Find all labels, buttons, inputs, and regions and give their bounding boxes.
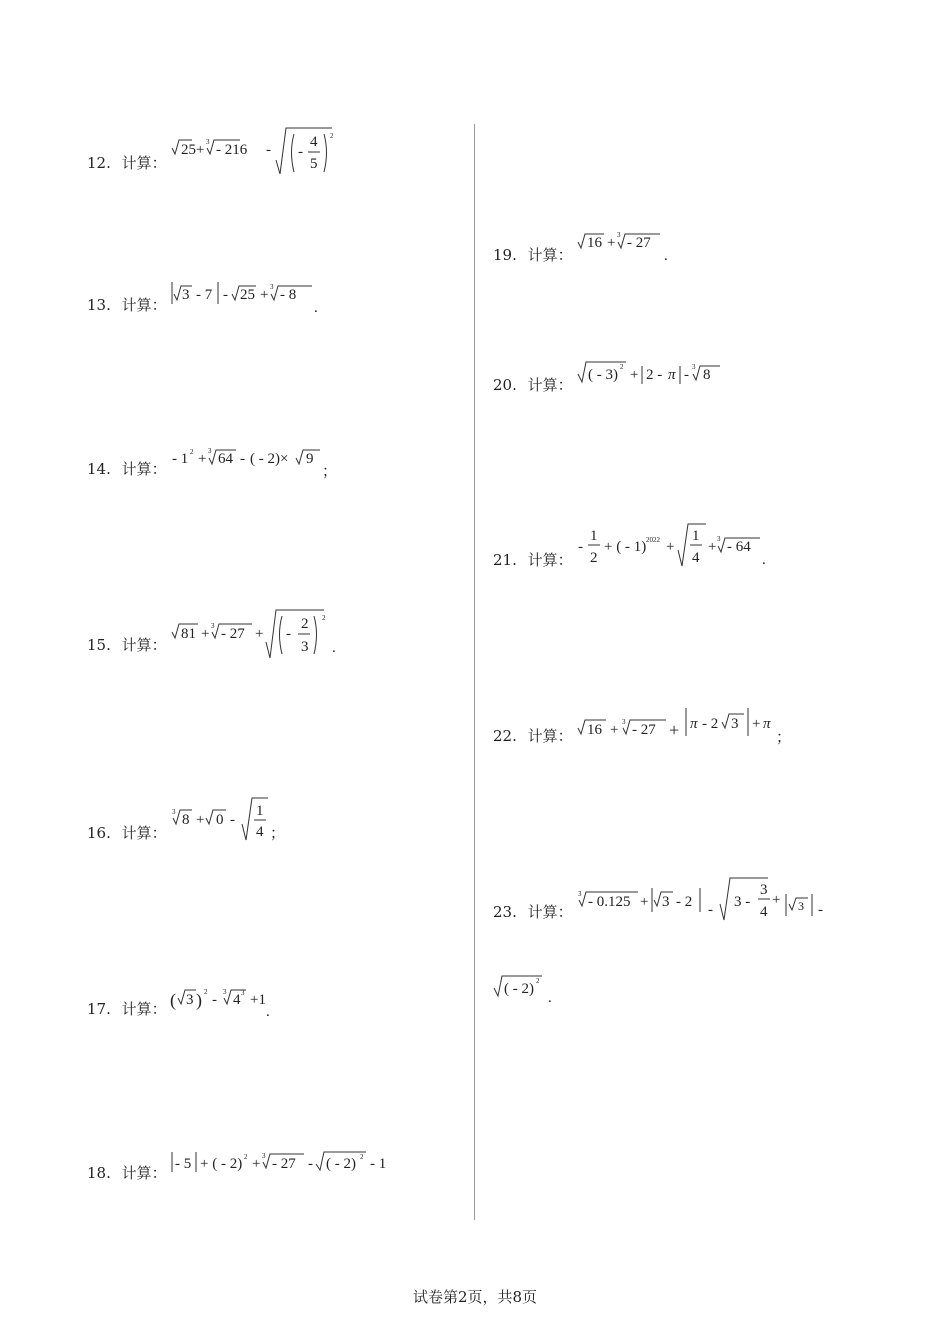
- page-footer: 试卷第2页，共8页: [412, 1288, 538, 1306]
- svg-text:): ): [196, 990, 202, 1010]
- svg-text:0: 0: [216, 812, 224, 828]
- column-divider: [474, 124, 475, 1220]
- svg-text:- 5: - 5: [175, 1156, 192, 1172]
- svg-text:2: 2: [301, 616, 309, 632]
- question-number: 23.: [493, 902, 517, 921]
- svg-text:1: 1: [256, 803, 264, 819]
- question-23: [493, 901, 573, 922]
- svg-text:+ ( - 2): + ( - 2): [200, 1156, 243, 1172]
- question-number: 18.: [87, 1163, 111, 1182]
- math-expression-19: [576, 226, 686, 266]
- svg-text:3: 3: [731, 716, 739, 732]
- svg-text:- 2: - 2: [676, 894, 693, 910]
- svg-text:.: .: [664, 248, 668, 264]
- svg-text:2 -: 2 -: [646, 367, 663, 383]
- svg-text:3: 3: [617, 231, 621, 239]
- svg-text:.: .: [762, 552, 766, 568]
- svg-text:2022: 2022: [646, 536, 660, 544]
- question-13: [87, 294, 167, 315]
- svg-text:( - 3): ( - 3): [588, 367, 618, 383]
- svg-text:+: +: [201, 626, 210, 642]
- svg-text:2: 2: [204, 988, 208, 996]
- svg-text:8: 8: [182, 812, 190, 828]
- svg-text:-: -: [308, 1156, 313, 1172]
- math-expression-23: [576, 874, 836, 934]
- svg-text:；: ；: [776, 730, 792, 746]
- svg-text:+: +: [669, 720, 680, 740]
- svg-text:2: 2: [244, 1153, 248, 1161]
- svg-text:+: +: [630, 367, 639, 383]
- svg-text:3 -: 3 -: [734, 894, 751, 910]
- svg-text:+ ( - 1): + ( - 1): [604, 539, 647, 555]
- question-label: 计算：: [121, 154, 167, 172]
- svg-text:1: 1: [692, 528, 700, 544]
- svg-text:2: 2: [590, 550, 598, 566]
- svg-text:3: 3: [211, 622, 215, 630]
- svg-text:3: 3: [798, 899, 804, 913]
- question-label: 计算：: [527, 246, 573, 264]
- svg-text:+1: +1: [250, 992, 266, 1008]
- math-expression-15: [170, 604, 350, 664]
- svg-text:-: -: [230, 812, 235, 828]
- math-expression-20: [576, 358, 736, 398]
- question-number: 12.: [87, 153, 111, 172]
- math-expression-14: [170, 442, 340, 482]
- svg-text:5: 5: [310, 156, 318, 172]
- svg-text:- 8: - 8: [280, 287, 297, 303]
- svg-text:3: 3: [578, 890, 582, 898]
- svg-text:+: +: [260, 287, 269, 303]
- svg-text:4: 4: [310, 134, 318, 150]
- svg-text:.: .: [266, 1004, 270, 1020]
- svg-text:8: 8: [703, 367, 711, 383]
- svg-text:+: +: [196, 142, 205, 158]
- question-number: 19.: [493, 245, 517, 264]
- math-expression-23-continued: [492, 972, 572, 1008]
- svg-text:3: 3: [301, 639, 309, 655]
- question-20: [493, 374, 573, 395]
- svg-text:2: 2: [536, 977, 540, 985]
- svg-text:- 2: - 2: [702, 716, 719, 732]
- svg-text:+: +: [255, 626, 264, 642]
- svg-text:+: +: [610, 722, 619, 738]
- svg-text:81: 81: [181, 626, 196, 642]
- svg-text:- 27: - 27: [632, 722, 656, 738]
- svg-text:-: -: [286, 626, 291, 642]
- svg-text:4: 4: [692, 550, 700, 566]
- svg-text:2: 2: [360, 1153, 364, 1161]
- question-label: 计算：: [121, 1000, 167, 1018]
- math-expression-22: [576, 704, 796, 750]
- question-label: 计算：: [121, 824, 167, 842]
- question-number: 17.: [87, 999, 111, 1018]
- svg-text:+: +: [196, 812, 205, 828]
- svg-text:(: (: [170, 990, 176, 1010]
- question-15: [87, 634, 167, 655]
- svg-text:- 27: - 27: [221, 626, 245, 642]
- svg-text:9: 9: [306, 451, 314, 467]
- svg-text:16: 16: [587, 722, 602, 738]
- svg-text:-: -: [708, 902, 713, 918]
- svg-text:( - 2): ( - 2): [504, 981, 534, 997]
- svg-text:.: .: [332, 640, 336, 656]
- question-17: [87, 998, 167, 1019]
- svg-text:+: +: [198, 451, 207, 467]
- question-21: [493, 549, 573, 570]
- svg-text:- 1: - 1: [172, 451, 189, 467]
- svg-text:3: 3: [622, 718, 626, 726]
- question-number: 20.: [493, 375, 517, 394]
- svg-text:；: ；: [270, 826, 286, 842]
- question-number: 14.: [87, 459, 111, 478]
- svg-text:3: 3: [692, 363, 696, 371]
- svg-text:3: 3: [206, 138, 210, 146]
- question-label: 计算：: [121, 1164, 167, 1182]
- question-number: 13.: [87, 295, 111, 314]
- svg-text:2: 2: [620, 363, 624, 371]
- math-expression-12: [170, 124, 370, 184]
- svg-text:3: 3: [241, 989, 245, 997]
- question-12: [87, 152, 167, 173]
- svg-text:-: -: [818, 902, 823, 918]
- svg-text:；: ；: [322, 464, 338, 480]
- svg-text:25: 25: [181, 142, 196, 158]
- svg-text:3: 3: [270, 283, 274, 291]
- question-number: 22.: [493, 726, 517, 745]
- question-label: 计算：: [527, 903, 573, 921]
- svg-text:3: 3: [186, 992, 194, 1008]
- question-label: 计算：: [121, 636, 167, 654]
- svg-text:4: 4: [233, 992, 241, 1008]
- svg-text:-: -: [240, 451, 245, 467]
- svg-text:+: +: [666, 539, 675, 555]
- svg-text:+: +: [640, 894, 649, 910]
- svg-text:3: 3: [223, 988, 227, 996]
- svg-text:3: 3: [172, 808, 176, 816]
- svg-text:+: +: [708, 539, 717, 555]
- math-expression-21: [576, 520, 776, 580]
- svg-text:4: 4: [760, 904, 768, 920]
- question-16: [87, 822, 167, 843]
- svg-text:2: 2: [322, 614, 326, 622]
- question-number: 15.: [87, 635, 111, 654]
- question-18: [87, 1162, 167, 1183]
- math-expression-17: [170, 982, 300, 1022]
- svg-text:.: .: [548, 990, 552, 1006]
- question-22: [493, 725, 573, 746]
- svg-text:- 7: - 7: [196, 287, 213, 303]
- question-14: [87, 458, 167, 479]
- svg-text:.: .: [314, 300, 318, 316]
- svg-text:( - 2)×: ( - 2)×: [250, 451, 289, 467]
- svg-text:- 27: - 27: [272, 1156, 296, 1172]
- svg-text:3: 3: [662, 894, 670, 910]
- svg-text:+: +: [252, 1156, 261, 1172]
- svg-text:16: 16: [587, 235, 602, 251]
- svg-text:25: 25: [240, 287, 255, 303]
- svg-text:- 64: - 64: [727, 539, 751, 555]
- svg-text:-: -: [212, 992, 217, 1008]
- question-number: 16.: [87, 823, 111, 842]
- svg-text:64: 64: [218, 451, 233, 467]
- question-label: 计算：: [527, 376, 573, 394]
- svg-text:( - 2): ( - 2): [326, 1156, 356, 1172]
- svg-text:-: -: [223, 287, 228, 303]
- svg-text:- 216: - 216: [216, 142, 248, 158]
- svg-text:π: π: [690, 716, 698, 732]
- math-expression-13: [170, 278, 330, 318]
- svg-text:- 27: - 27: [627, 235, 651, 251]
- svg-text:-: -: [266, 142, 271, 158]
- svg-text:4: 4: [256, 824, 264, 840]
- question-label: 计算：: [527, 551, 573, 569]
- svg-text:-: -: [298, 144, 303, 160]
- svg-text:2: 2: [330, 132, 334, 140]
- svg-text:2: 2: [190, 448, 194, 456]
- math-expression-18: [170, 1146, 400, 1186]
- question-number: 21.: [493, 550, 517, 569]
- svg-text:-: -: [578, 539, 583, 555]
- svg-text:+: +: [772, 892, 781, 908]
- svg-text:1: 1: [590, 528, 598, 544]
- svg-text:3: 3: [717, 535, 721, 543]
- question-19: [493, 244, 573, 265]
- svg-text:3: 3: [760, 882, 768, 898]
- svg-text:3: 3: [182, 287, 190, 303]
- svg-text:π: π: [763, 716, 771, 732]
- svg-text:-: -: [684, 367, 689, 383]
- question-label: 计算：: [121, 296, 167, 314]
- svg-text:- 1: - 1: [370, 1156, 387, 1172]
- svg-text:+: +: [752, 716, 761, 732]
- svg-text:3: 3: [208, 447, 212, 455]
- svg-text:+: +: [607, 235, 616, 251]
- math-expression-16: [170, 794, 310, 854]
- question-label: 计算：: [121, 460, 167, 478]
- svg-text:π: π: [668, 367, 676, 383]
- svg-text:3: 3: [262, 1152, 266, 1160]
- svg-text:- 0.125: - 0.125: [588, 894, 631, 910]
- question-label: 计算：: [527, 727, 573, 745]
